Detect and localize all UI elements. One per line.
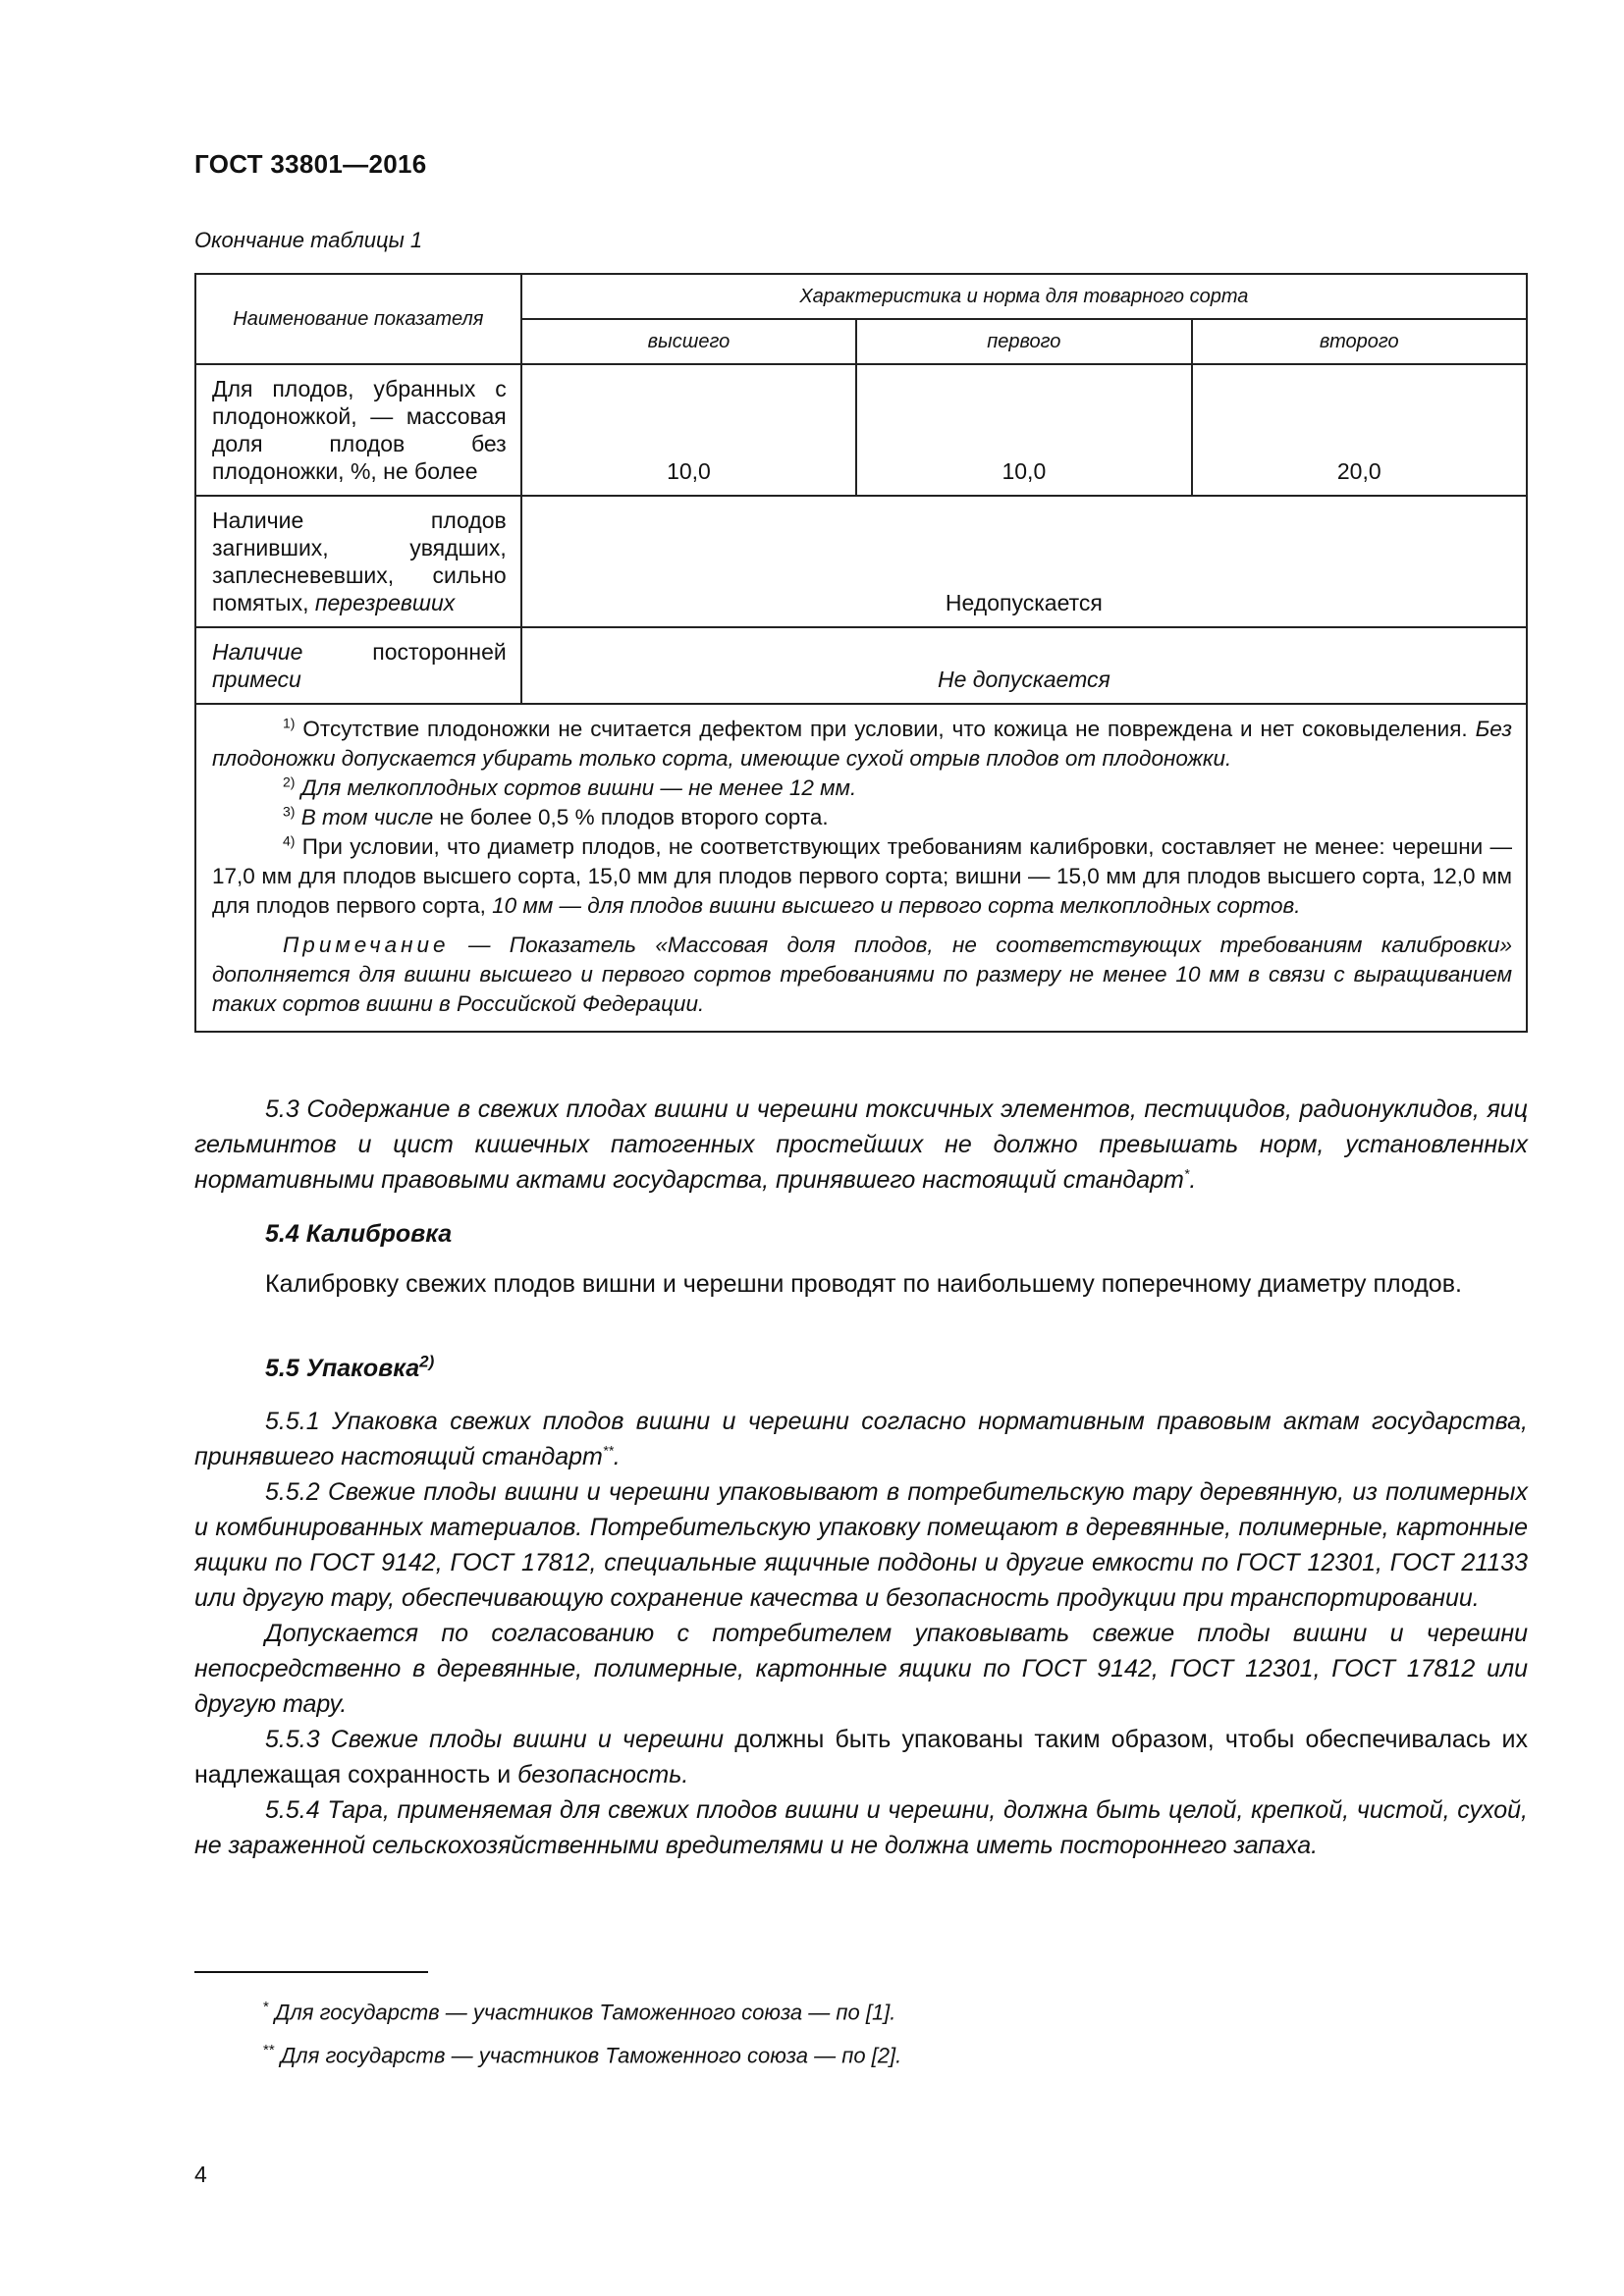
footnote-mark: 3) — [283, 803, 296, 820]
paragraph-5-5-3 — [194, 1722, 1528, 1792]
footnote-text: не более 0,5 % плодов второго сорта. — [433, 805, 829, 829]
footnote-text: При условии, что диаметр плодов, не соответствующих требованиям калибровки, составляет не менее: черешни — 17,0 мм для плодов высшего сорта, 15,0 мм для плодов первого сорта; вишни — 15,0 мм для плодов высшего сорта, 12,0 мм для плодов первого сорта, — [212, 834, 1512, 918]
footnote-ref: 2) — [419, 1352, 435, 1371]
footnote-text-italic: Без плодоножки допускается убирать только сорта, имеющие сухой отрыв плодов от плодоножки. — [212, 717, 1512, 771]
cell-merged-value: Не допускается — [521, 627, 1527, 704]
col-header-grade-1: высшего — [521, 319, 856, 364]
row-label-italic: перезревших — [314, 590, 456, 615]
footnote-text: Отсутствие плодоножки не считается дефектом при условии, что кожица не повреждена и нет соковыделения. — [302, 717, 1468, 741]
page-footnote-1 — [263, 1999, 895, 2025]
paragraph-text-italic: безопасность. — [517, 1761, 689, 1789]
paragraph-text-italic: 5.5.3 Свежие плоды вишни и черешни — [265, 1726, 725, 1753]
heading-5-4: 5.4 Калибровка — [265, 1220, 453, 1248]
footnote-mark: * — [263, 1999, 269, 2015]
cell-value: 20,0 — [1192, 364, 1527, 496]
row-label — [195, 627, 521, 704]
table-row — [195, 496, 1527, 627]
row-label-text: посторонней — [302, 639, 507, 665]
table-caption: Окончание таблицы 1 — [194, 228, 423, 252]
paragraph-5-5-2b: Допускается по согласованию с потребителем упаковывать свежие плоды вишни и черешни непосредственно в деревянные, полимерные, картонные ящики по ГОСТ 9142, ГОСТ 12301, ГОСТ 17812 или другую тару. — [194, 1620, 1528, 1718]
footnote-text: Для государств — участников Таможенного союза — по [1]. — [274, 2000, 896, 2025]
paragraph-end: . — [1189, 1166, 1197, 1194]
col-header-grade-2: первого — [856, 319, 1191, 364]
paragraph-5-5-2: 5.5.2 Свежие плоды вишни и черешни упаковывают в потребительскую тару деревянную, из полимерных и комбинированных материалов. Потребительскую упаковку помещают в деревянные, полимерные, картонные ящики по ГОСТ 9142, ГОСТ 17812, специальные ящичные поддоны и другие емкости по ГОСТ 12301, ГОСТ 21133 или другую тару, обеспечивающую сохранение качества и безопасность продукции при транспортировании. — [194, 1478, 1528, 1612]
footnote-mark: 4) — [283, 832, 296, 849]
paragraph-text: должны быть упакованы таким образом, чтобы обеспечивалась их надлежащая сохранность и — [194, 1726, 1529, 1789]
footnote-text-italic: Для мелкоплодных сортов вишни — не менее 12 мм. — [300, 775, 857, 800]
section-5-5 — [194, 1404, 1528, 1863]
footnote-mark: 2) — [283, 774, 296, 790]
row-label-italic: примеси — [212, 667, 301, 692]
footnote-separator — [194, 1971, 428, 1973]
footnote-ref: ** — [602, 1442, 614, 1459]
note-text: — Показатель «Массовая доля плодов, не соответствующих требованиям калибровки» дополняется для вишни высшего и первого сортов требованиями по размеру не менее 10 мм в связи с выращиванием таких сортов вишни в Российской Федерации. — [212, 933, 1512, 1016]
col-header-grade-3: второго — [1192, 319, 1527, 364]
table-note — [212, 931, 1512, 1019]
cell-value: 10,0 — [521, 364, 856, 496]
quality-table — [194, 273, 1528, 1033]
table-row — [195, 627, 1527, 704]
footnote-text-italic: В том числе — [300, 805, 434, 829]
row-label-italic: Наличие — [212, 639, 303, 665]
footnote-mark: ** — [263, 2042, 275, 2058]
section-5-4 — [194, 1266, 1528, 1302]
footnote-text-italic: 10 мм — для плодов вишни высшего и первого сорта мелкоплодных сортов. — [492, 893, 1301, 918]
col-header-name: Наименование показателя — [195, 274, 521, 364]
paragraph-text: 5.3 Содержание в свежих плодах вишни и черешни токсичных элементов, пестицидов, радионуклидов, яиц гельминтов и цист кишечных патогенных простейших не должно превышать норм, установленных нормативными правовыми актами государства, принявшего настоящий стандарт — [194, 1095, 1528, 1194]
cell-value: 10,0 — [856, 364, 1191, 496]
heading-text: 5.5 Упаковка — [265, 1355, 420, 1382]
paragraph-end: . — [613, 1443, 621, 1470]
footnote-mark: 1) — [283, 715, 296, 731]
paragraph-text: Калибровку свежих плодов вишни и черешни проводят по наибольшему поперечному диаметру плодов. — [265, 1270, 1462, 1298]
footnote-2 — [212, 774, 1512, 803]
page-number: 4 — [194, 2162, 207, 2187]
paragraph-text: 5.5.1 Упаковка свежих плодов вишни и черешни согласно нормативным правовым актам государства, принявшего настоящий стандарт — [194, 1408, 1528, 1470]
paragraph-5-5-1 — [194, 1404, 1528, 1474]
row-label-text: Наличие плодов загнивших, увядших, заплесневевших, сильно помятых, — [212, 507, 507, 615]
row-label — [195, 496, 521, 627]
section-5-3 — [194, 1092, 1528, 1198]
table-row — [195, 364, 1527, 496]
row-label: Для плодов, убранных с плодоножкой, — массовая доля плодов без плодоножки, %, не более — [195, 364, 521, 496]
paragraph-5-5-4: 5.5.4 Тара, применяемая для свежих плодов вишни и черешни, должна быть целой, крепкой, чистой, сухой, не зараженной сельскохозяйственными вредителями и не должна иметь постороннего запаха. — [194, 1796, 1528, 1859]
note-label: Примечание — [283, 933, 450, 957]
cell-merged-value: Недопускается — [521, 496, 1527, 627]
footnote-3 — [212, 803, 1512, 832]
footnote-4 — [212, 832, 1512, 921]
col-header-group: Характеристика и норма для товарного сорта — [521, 274, 1527, 319]
footnote-text: Для государств — участников Таможенного союза — по [2]. — [280, 2043, 902, 2068]
heading-5-5 — [265, 1352, 435, 1383]
footnote-1 — [212, 715, 1512, 774]
page-footnote-2 — [263, 2042, 901, 2068]
table-footnotes — [195, 704, 1527, 1032]
footnote-ref: * — [1183, 1165, 1190, 1182]
document-id: ГОСТ 33801—2016 — [194, 149, 427, 179]
